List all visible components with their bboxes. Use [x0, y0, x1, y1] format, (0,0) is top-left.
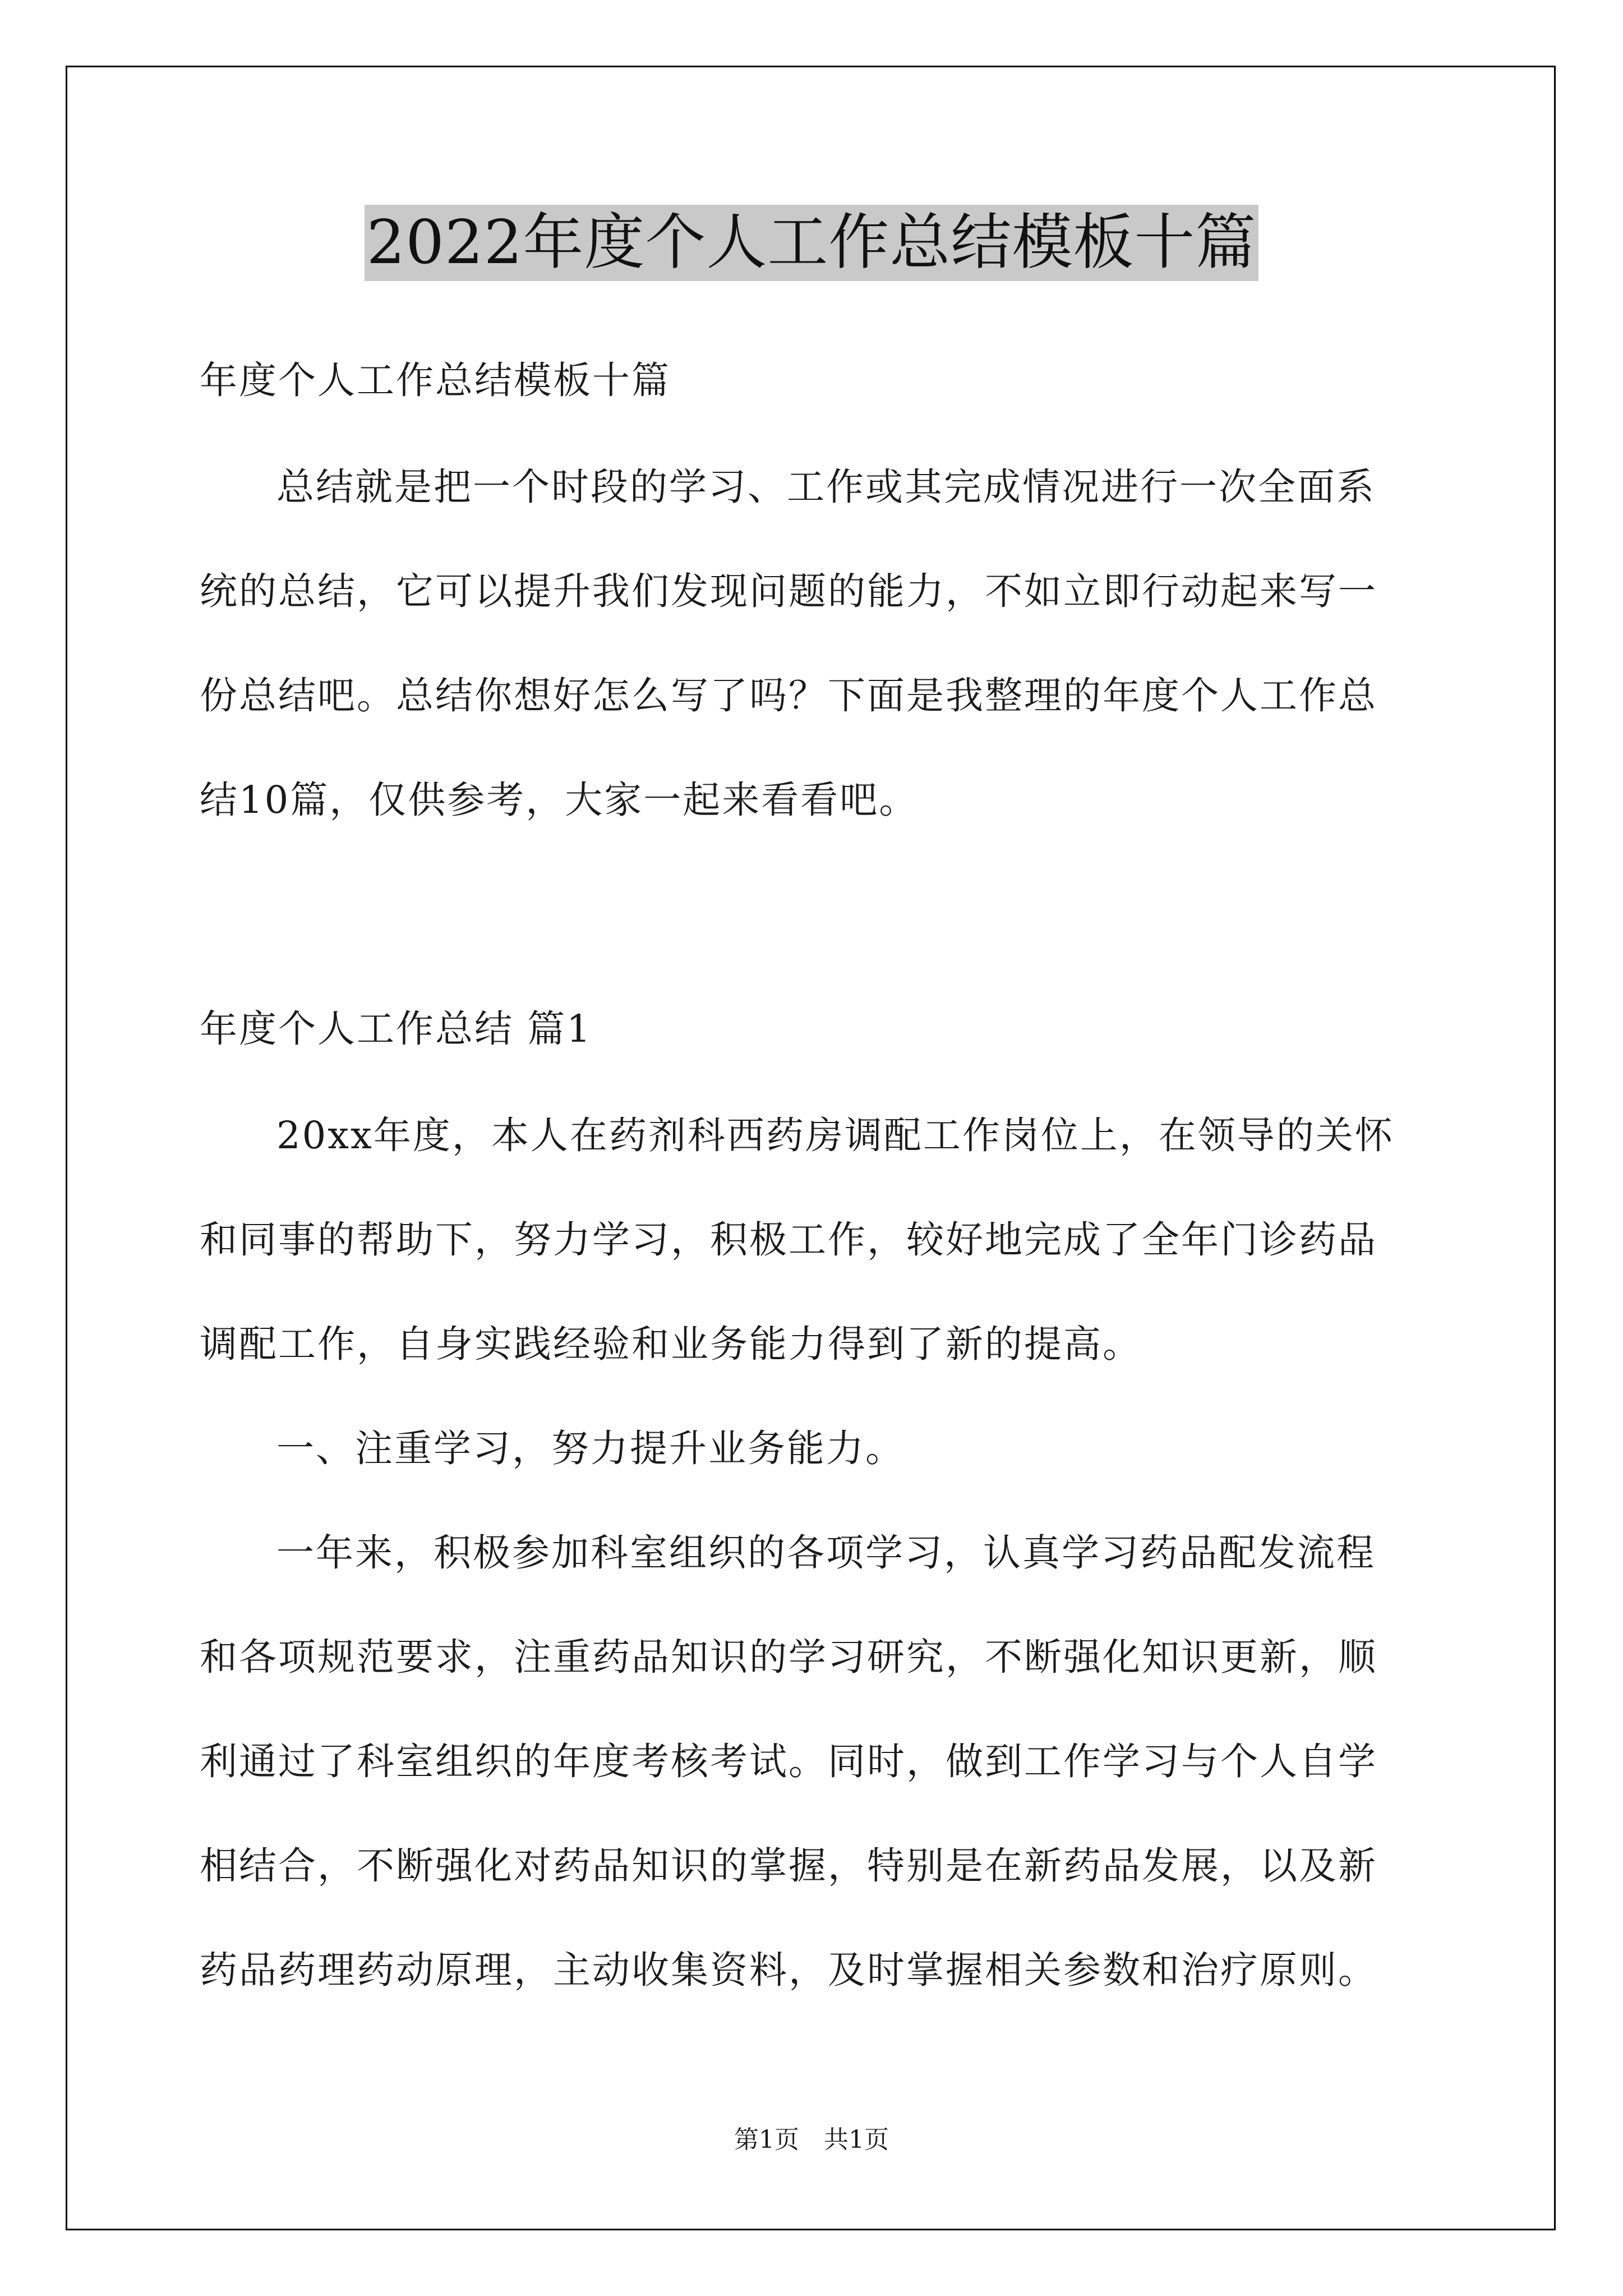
intro-line: 统的总结，它可以提升我们发现问题的能力，不如立即行动起来写一	[200, 569, 1377, 613]
body-line: 和同事的帮助下，努力学习，积极工作，较好地完成了全年门诊药品	[200, 1218, 1377, 1262]
body-line: 20xx年度，本人在药剂科西药房调配工作岗位上，在领导的关怀	[276, 1114, 1394, 1157]
document-subtitle: 年度个人工作总结模板十篇	[200, 358, 671, 402]
body-line: 一年来，积极参加科室组织的各项学习，认真学习药品配发流程	[276, 1531, 1376, 1575]
intro-line: 份总结吧。总结你想好怎么写了吗？下面是我整理的年度个人工作总	[200, 674, 1377, 717]
body-line: 药品药理药动原理，主动收集资料，及时掌握相关参数和治疗原则。	[200, 1948, 1377, 1992]
title-container	[0, 205, 1623, 281]
page-footer	[0, 2119, 1623, 2155]
intro-line: 结10篇，仅供参考，大家一起来看看吧。	[200, 778, 919, 822]
body-line: 相结合，不断强化对药品知识的掌握，特别是在新药品发展，以及新	[200, 1844, 1377, 1888]
section-heading: 年度个人工作总结 篇1	[200, 1007, 592, 1051]
body-line: 利通过了科室组织的年度考核考试。同时，做到工作学习与个人自学	[200, 1740, 1377, 1783]
body-line: 调配工作，自身实践经验和业务能力得到了新的提高。	[200, 1322, 1142, 1366]
document-title: 2022年度个人工作总结模板十篇	[365, 205, 1259, 281]
intro-line: 总结就是把一个时段的学习、工作或其完成情况进行一次全面系	[276, 465, 1376, 509]
page-total: 共1页	[824, 2125, 889, 2154]
point-heading: 一、注重学习，努力提升业务能力。	[276, 1427, 905, 1470]
body-line: 和各项规范要求，注重药品知识的学习研究，不断强化知识更新，顺	[200, 1635, 1377, 1679]
page-number: 第1页	[734, 2125, 799, 2154]
